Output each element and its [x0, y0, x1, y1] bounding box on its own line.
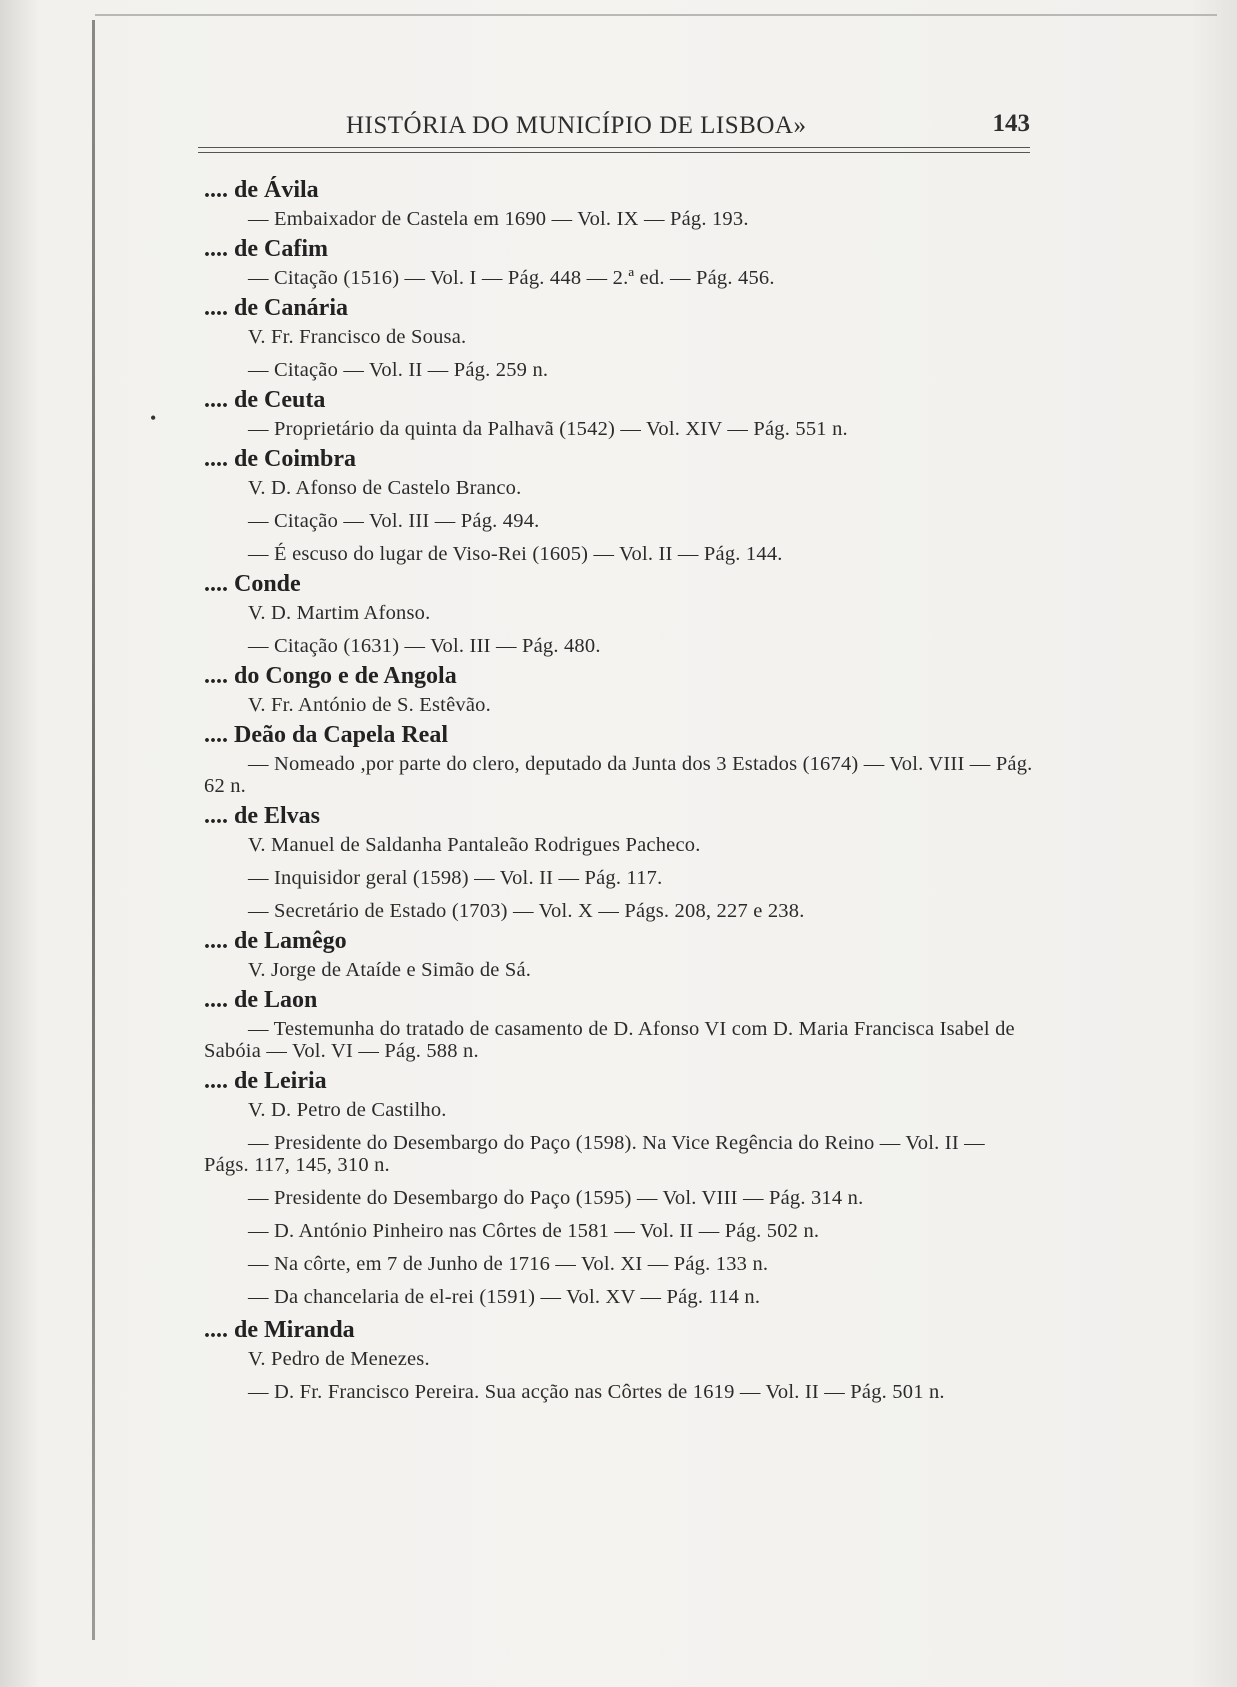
- index-entry: [204, 927, 1034, 981]
- entry-heading: .... de Lamêgo: [204, 928, 347, 954]
- entry-line: V. Jorge de Ataíde e Simão de Sá.: [248, 959, 532, 981]
- entry-heading: .... de Ceuta: [204, 387, 326, 413]
- entry-line: — Nomeado ,por parte do clero, deputado da Junta dos 3 Estados (1674) — Vol. VIII — Pág. 62 n.: [204, 753, 1033, 797]
- entry-line: — D. Fr. Francisco Pereira. Sua acção nas Côrtes de 1619 — Vol. II — Pág. 501 n.: [248, 1381, 945, 1403]
- entry-line: — Inquisidor geral (1598) — Vol. II — Pág. 117.: [248, 867, 663, 889]
- index-entry: [204, 662, 1034, 716]
- entry-heading: .... de Coimbra: [204, 446, 356, 472]
- entry-line: — Testemunha do tratado de casamento de D. Afonso VI com D. Maria Francisca Isabel de Sabóia — Vol. VI — Pág. 588 n.: [204, 1018, 1015, 1062]
- page-top-edge: [95, 14, 1217, 16]
- entry-line: — Secretário de Estado (1703) — Vol. X — Págs. 208, 227 e 238.: [248, 900, 805, 922]
- entry-line: — Presidente do Desembargo do Paço (1595) — Vol. VIII — Pág. 314 n.: [248, 1187, 864, 1209]
- index-entry: [204, 570, 1034, 657]
- entry-heading: .... de Cafim: [204, 236, 328, 262]
- index-entry: [204, 445, 1034, 565]
- running-header: [198, 112, 1030, 144]
- entry-heading: .... Deão da Capela Real: [204, 722, 448, 748]
- entry-line: V. Fr. António de S. Estêvão.: [248, 694, 491, 716]
- index-entry: [204, 802, 1034, 922]
- entry-heading: .... de Laon: [204, 987, 318, 1013]
- entry-line: — Da chancelaria de el-rei (1591) — Vol. XV — Pág. 114 n.: [248, 1286, 761, 1308]
- entry-line: — Presidente do Desembargo do Paço (1598). Na Vice Regência do Reino — Vol. II — Págs. 117, 145, 310 n.: [204, 1132, 985, 1176]
- entry-line: V. D. Afonso de Castelo Branco.: [248, 477, 522, 499]
- index-entry: [204, 721, 1034, 797]
- index-entry: [204, 235, 1034, 289]
- entry-line: — Citação — Vol. II — Pág. 259 n.: [248, 359, 549, 381]
- entry-line: — D. António Pinheiro nas Côrtes de 1581 — Vol. II — Pág. 502 n.: [248, 1220, 820, 1242]
- margin-mark: •: [150, 408, 157, 428]
- entry-heading: .... de Miranda: [204, 1317, 355, 1343]
- header-title: HISTÓRIA DO MUNICÍPIO DE LISBOA»: [346, 112, 807, 139]
- page-number: 143: [992, 110, 1030, 137]
- index-entry: [204, 176, 1034, 230]
- index-entry: [204, 1316, 1034, 1403]
- index-entry: [204, 1067, 1034, 1308]
- entry-line: — Citação (1516) — Vol. I — Pág. 448 — 2.ª ed. — Pág. 456.: [248, 267, 775, 289]
- entry-heading: .... de Leiria: [204, 1068, 327, 1094]
- index-entry: [204, 386, 1034, 440]
- entry-heading: .... de Ávila: [204, 177, 319, 203]
- entry-line: — Citação (1631) — Vol. III — Pág. 480.: [248, 635, 601, 657]
- index-content: [204, 176, 1034, 1408]
- entry-line: V. Fr. Francisco de Sousa.: [248, 326, 467, 348]
- entry-line: — É escuso do lugar de Viso-Rei (1605) — Vol. II — Pág. 144.: [248, 543, 783, 565]
- entry-line: — Na côrte, em 7 de Junho de 1716 — Vol. XI — Pág. 133 n.: [248, 1253, 769, 1275]
- index-entry: [204, 294, 1034, 381]
- entry-heading: .... de Elvas: [204, 803, 321, 829]
- entry-line: — Embaixador de Castela em 1690 — Vol. IX — Pág. 193.: [248, 208, 749, 230]
- entry-line: V. Manuel de Saldanha Pantaleão Rodrigues Pacheco.: [248, 834, 701, 856]
- entry-line: V. Pedro de Menezes.: [248, 1348, 430, 1370]
- entry-heading: .... do Congo e de Angola: [204, 663, 457, 689]
- header-rule-second: [198, 152, 1030, 153]
- entry-line: V. D. Martim Afonso.: [248, 602, 431, 624]
- entry-line: V. D. Petro de Castilho.: [248, 1099, 447, 1121]
- index-entry: [204, 986, 1034, 1062]
- entry-line: — Proprietário da quinta da Palhavã (1542) — Vol. XIV — Pág. 551 n.: [248, 418, 848, 440]
- binding-edge: [92, 20, 95, 1640]
- entry-heading: .... de Canária: [204, 295, 348, 321]
- header-rule: [198, 147, 1030, 148]
- entry-heading: .... Conde: [204, 571, 301, 597]
- entry-line: — Citação — Vol. III — Pág. 494.: [248, 510, 540, 532]
